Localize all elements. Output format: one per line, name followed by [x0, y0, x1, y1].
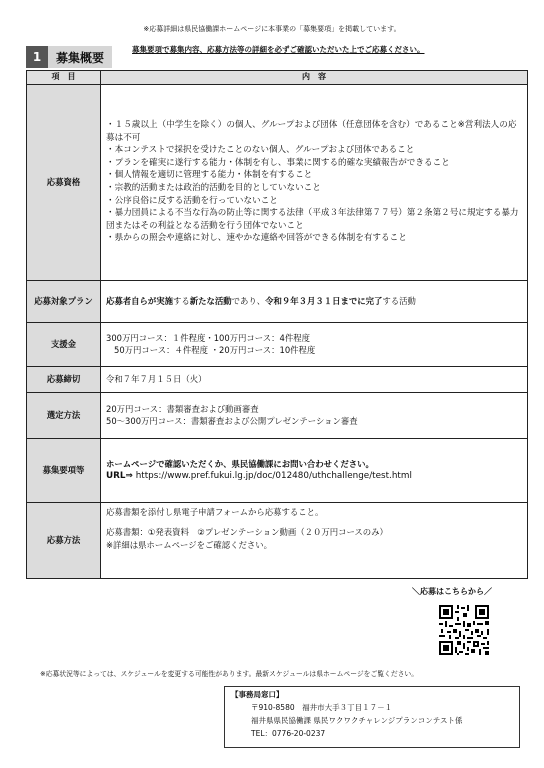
row-support [27, 322, 528, 366]
row-selection [27, 392, 528, 438]
selection-content [101, 392, 528, 438]
url-prefix: URL⇒ [106, 471, 133, 481]
guidelines-label: 募集要項等 [27, 438, 101, 502]
table-header-row [27, 71, 528, 85]
contact-postal: 〒910-8580 福井市大手３丁目１７－１ [251, 703, 393, 712]
header-item: 項 目 [27, 71, 101, 85]
contact-tel: TEL：0776-20-0237 [251, 729, 326, 738]
deadline-value: 令和７年７月１５日（火） [101, 366, 528, 392]
eligibility-line: ・暴力団員による不当な行為の防止等に関する法律（平成３年法律第７７号）第２条第２号に規定する暴力団またはその利益となる活動を行う団体でないこと [106, 208, 519, 231]
eligibility-line: ・プランを確実に遂行する能力・体制を有し、事業に関する的確な実績報告ができること [106, 157, 450, 168]
overview-table [26, 70, 528, 579]
row-deadline [27, 366, 528, 392]
target-text-1: する [173, 295, 190, 306]
support-label: 支援金 [27, 322, 101, 366]
method-label: 応募方法 [27, 502, 101, 578]
selection-line: 20万円コース：書類審査および動画審査 [106, 403, 259, 414]
eligibility-line: ・公序良俗に反する活動を行っていないこと [106, 195, 278, 206]
target-emph-3: 令和９年３月３１日までに完了 [265, 295, 383, 306]
support-line: 50万円コース：４件程度 ・20万円コース：10件程度 [114, 345, 316, 355]
apply-here-label: ＼応募はこちらから／ [412, 587, 492, 596]
eligibility-line: ・県からの照会や連絡に対し、速やかな連絡や回答ができる体制を有すること [106, 233, 407, 244]
contact-office: 福井県県民協働課 県民ワクワクチャレンジプランコンテスト係 [251, 716, 463, 725]
header-content: 内 容 [101, 71, 528, 85]
method-content [101, 502, 528, 578]
row-target [27, 280, 528, 322]
support-line: 300万円コース：１件程度・100万円コース：4件程度 [106, 332, 310, 343]
qr-code[interactable] [437, 603, 491, 657]
target-text-3: する活動 [382, 295, 416, 306]
contact-box [224, 686, 520, 748]
guidelines-line: ホームページで確認いただくか、県民協働課にお問い合わせください。 [106, 458, 374, 469]
support-content [101, 322, 528, 366]
contact-title: 【事務局窓口】 [231, 690, 284, 699]
eligibility-content [101, 84, 528, 280]
method-line: 応募書類：①発表資料 ②プレゼンテーション動画（２０万円コースのみ） [106, 527, 388, 537]
top-note: ※応募詳細は県民協働課ホームページに本事業の「募集要項」を掲載しています。 [143, 25, 401, 33]
method-line: 応募書類を添付し県電子申請フォームから応募すること。 [106, 506, 324, 517]
section-number: 1 [26, 46, 48, 68]
eligibility-label: 応募資格 [27, 84, 101, 280]
section-note: 募集要項で募集内容、応募方法等の詳細を必ずご確認いただいた上でご応募ください。 [132, 45, 425, 54]
eligibility-line: ・個人情報を適切に管理する能力・体制を有すること [106, 170, 313, 181]
target-content [101, 280, 528, 322]
selection-line: 50～300万円コース：書類審査および公開プレゼンテーション審査 [106, 416, 358, 426]
section-header [26, 46, 112, 68]
eligibility-line: ・宗教的活動または政治的活動を目的としていないこと [106, 183, 321, 193]
target-text-2: であり、 [231, 295, 266, 306]
section-title: 募集概要 [48, 46, 112, 68]
schedule-footnote: ※応募状況等によっては、スケジュールを変更する可能性があります。最新スケジュールは県ホームページをご覧ください。 [40, 670, 419, 678]
selection-label: 選定方法 [27, 392, 101, 438]
target-label: 応募対象プラン [27, 280, 101, 322]
deadline-label: 応募締切 [27, 366, 101, 392]
method-line: ※詳細は県ホームページをご確認ください。 [106, 539, 272, 550]
target-emph-2: 新たな活動 [189, 295, 232, 306]
target-emph-1: 応募者自らが実施 [106, 295, 173, 306]
guidelines-content [101, 438, 528, 502]
eligibility-line: ・１５歳以上（中学生を除く）の個人、グループおよび団体（任意団体を含む）であること※営利法人の応募は不可 [106, 120, 517, 143]
row-guidelines [27, 438, 528, 502]
eligibility-line: ・本コンテストで採択を受けたことのない個人、グループおよび団体であること [106, 145, 415, 156]
row-method [27, 502, 528, 578]
row-eligibility [27, 84, 528, 280]
guidelines-url-link[interactable]: https://www.pref.fukui.lg.jp/doc/012480/uthchallenge/test.html [135, 471, 412, 481]
